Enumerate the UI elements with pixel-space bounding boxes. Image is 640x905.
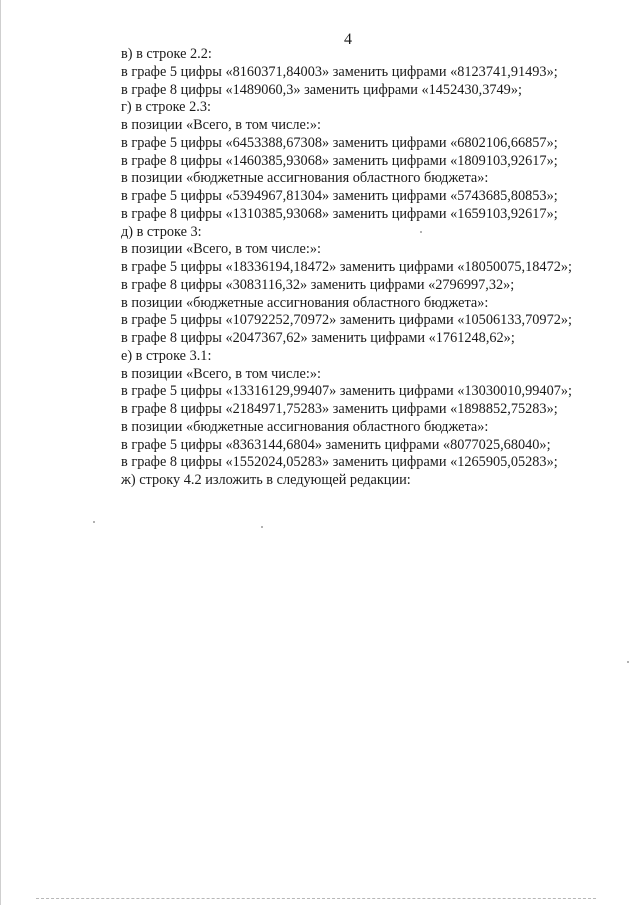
scan-edge-bottom bbox=[36, 898, 596, 900]
amendment-line: в графе 8 цифры «1460385,93068» заменить цифрами «1809103,92617»; bbox=[121, 152, 558, 169]
subsection-heading: е) в строке 3.1: bbox=[121, 347, 212, 364]
amendment-line: в графе 5 цифры «18336194,18472» заменить цифрами «18050075,18472»; bbox=[121, 259, 572, 275]
scan-edge-left bbox=[0, 0, 1, 905]
position-line: в позиции «бюджетные ассигнования областного бюджета»: bbox=[121, 294, 489, 311]
subsection-heading: в) в строке 2.2: bbox=[121, 46, 212, 62]
scan-speck bbox=[93, 521, 95, 523]
amendment-line: в графе 8 цифры «1552024,05283» заменить цифрами «1265905,05283»; bbox=[121, 454, 558, 471]
position-line: в позиции «Всего, в том числе:»: bbox=[121, 365, 321, 382]
subsection-heading: ж) строку 4.2 изложить в следующей редакции: bbox=[121, 472, 411, 488]
subsection-heading: д) в строке 3: bbox=[121, 223, 202, 240]
amendment-line: в графе 5 цифры «5394967,81304» заменить цифрами «5743685,80853»; bbox=[121, 188, 558, 204]
amendment-line: в графе 5 цифры «6453388,67308» заменить цифрами «6802106,66857»; bbox=[121, 134, 558, 151]
scan-speck bbox=[261, 526, 263, 528]
amendment-line: в графе 5 цифры «10792252,70972» заменить цифрами «10506133,70972»; bbox=[121, 312, 572, 329]
position-line: в позиции «Всего, в том числе:»: bbox=[121, 241, 321, 258]
subsection-heading: г) в строке 2.3: bbox=[121, 99, 211, 116]
document-body bbox=[121, 46, 621, 490]
scan-speck bbox=[627, 661, 629, 663]
amendment-line: в графе 5 цифры «8363144,6804» заменить цифрами «8077025,68040»; bbox=[121, 436, 551, 453]
amendment-line: в графе 8 цифры «2184971,75283» заменить цифрами «1898852,75283»; bbox=[121, 401, 558, 417]
amendment-line: в графе 8 цифры «1310385,93068» заменить цифрами «1659103,92617»; bbox=[121, 205, 558, 222]
scan-speck bbox=[420, 231, 422, 233]
amendment-line: в графе 5 цифры «13316129,99407» заменить цифрами «13030010,99407»; bbox=[121, 383, 572, 400]
amendment-line: в графе 5 цифры «8160371,84003» заменить цифрами «8123741,91493»; bbox=[121, 63, 558, 80]
position-line: в позиции «Всего, в том числе:»: bbox=[121, 117, 321, 133]
amendment-line: в графе 8 цифры «2047367,62» заменить цифрами «1761248,62»; bbox=[121, 330, 515, 346]
position-line: в позиции «бюджетные ассигнования областного бюджета»: bbox=[121, 170, 489, 187]
amendment-line: в графе 8 цифры «1489060,3» заменить цифрами «1452430,3749»; bbox=[121, 81, 522, 98]
position-line: в позиции «бюджетные ассигнования областного бюджета»: bbox=[121, 418, 489, 435]
amendment-line: в графе 8 цифры «3083116,32» заменить цифрами «2796997,32»; bbox=[121, 276, 515, 293]
page-number: 4 bbox=[344, 31, 352, 48]
